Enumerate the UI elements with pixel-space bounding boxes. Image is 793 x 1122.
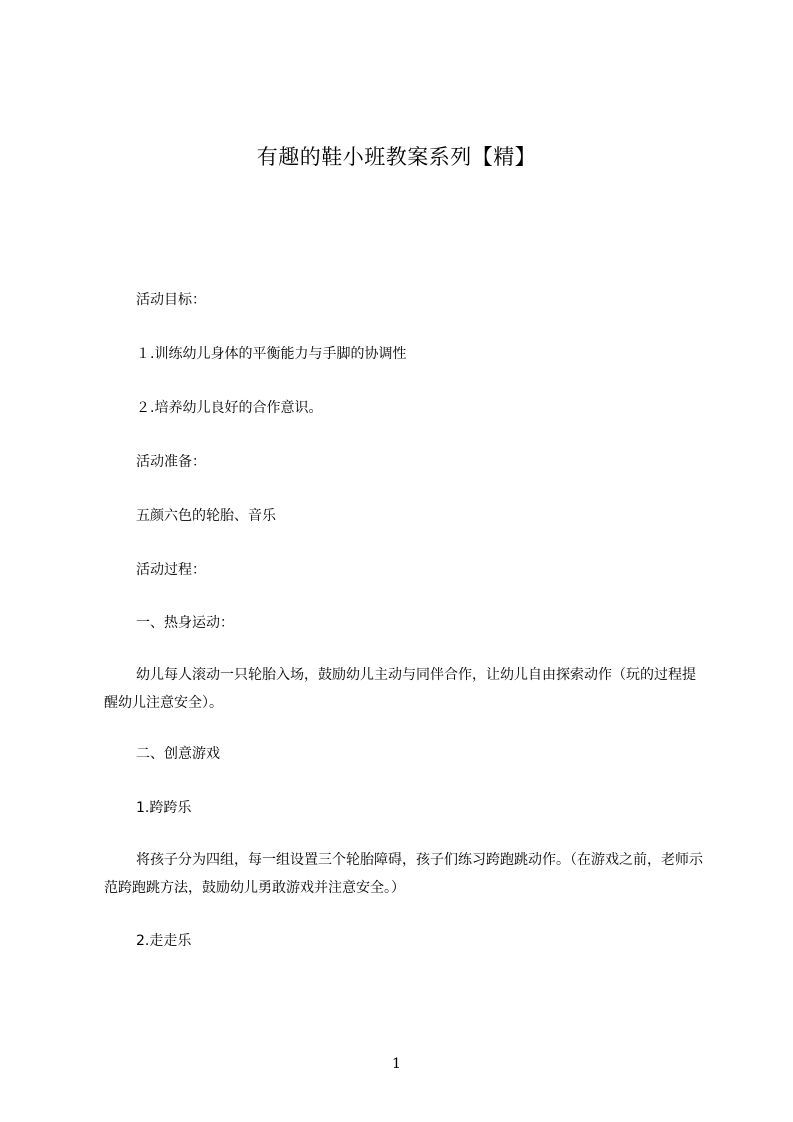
preparation-text: 五颜六色的轮胎、音乐 [136, 508, 276, 524]
document-title: 有趣的鞋小班教案系列【精】 [256, 145, 537, 169]
goal-item-2: ２.培养幼儿良好的合作意识。 [136, 400, 323, 416]
game-2-title: 2.走走乐 [136, 933, 192, 949]
heading-creative-games: 二、创意游戏 [136, 746, 220, 762]
game-1-title: 1.跨跨乐 [136, 800, 192, 816]
warmup-text: 幼儿每人滚动一只轮胎入场，鼓励幼儿主动与同伴合作，让幼儿自由探索动作（玩的过程提醒幼儿注意安全）。 [104, 667, 696, 711]
heading-activity-goals: 活动目标： [136, 292, 206, 308]
heading-activity-preparation: 活动准备： [136, 454, 206, 470]
heading-activity-process: 活动过程： [136, 562, 206, 578]
heading-warmup: 一、热身运动： [136, 615, 234, 631]
game-1-text: 将孩子分为四组，每一组设置三个轮胎障碍，孩子们练习跨跑跳动作。（在游戏之前，老师示范跨跑跳方法，鼓励幼儿勇敢游戏并注意安全。） [104, 852, 703, 896]
page-number: 1 [392, 1056, 401, 1072]
goal-item-1: １.训练幼儿身体的平衡能力与手脚的协调性 [136, 346, 407, 362]
